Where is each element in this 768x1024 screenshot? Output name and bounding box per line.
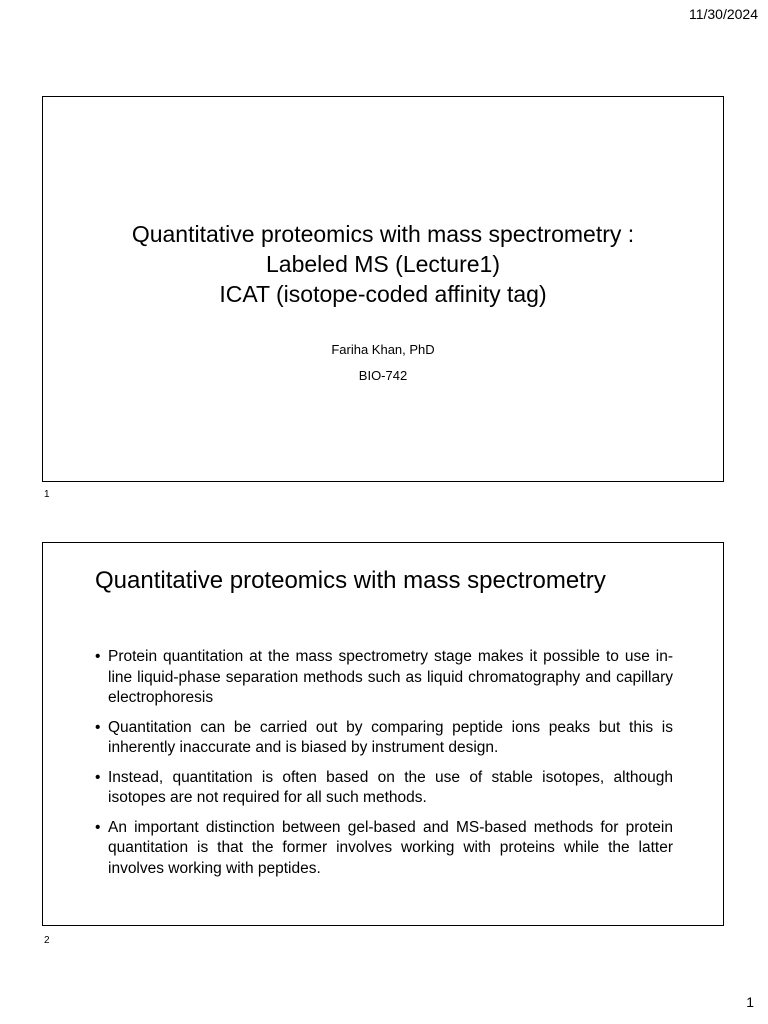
slide-2-number: 2 [44, 935, 50, 946]
slide-1-title-line-3: ICAT (isotope-coded affinity tag) [219, 281, 547, 307]
bullet-dot-icon: • [95, 768, 101, 786]
list-item [95, 647, 673, 709]
slide-1-title-line-2: Labeled MS (Lecture1) [266, 251, 500, 277]
slide-1-course: BIO-742 [358, 368, 408, 383]
bullet-dot-icon: • [95, 818, 101, 836]
slide-2 [42, 542, 724, 926]
slide-1-author-block [43, 337, 723, 389]
header-date: 11/30/2024 [688, 6, 758, 22]
bullet-text: Protein quantitation at the mass spectrometry stage makes it possible to use in-line liquid-phase separation methods such as liquid chromatography and capillary electrophoresis [108, 648, 673, 706]
slide-1-author: Fariha Khan, PhD [331, 342, 435, 357]
list-item [95, 818, 673, 880]
slide-1 [42, 96, 724, 482]
slide-2-title: Quantitative proteomics with mass spectrometry [95, 567, 606, 594]
list-item [95, 768, 673, 809]
page-number: 1 [746, 994, 754, 1010]
slide-1-number: 1 [44, 489, 50, 500]
bullet-text: Quantitation can be carried out by comparing peptide ions peaks but this is inherently inaccurate and is biased by instrument design. [108, 718, 673, 756]
slide-1-title-line-1: Quantitative proteomics with mass spectrometry : [131, 221, 635, 247]
slide-1-title [43, 219, 723, 309]
bullet-text: An important distinction between gel-based and MS-based methods for protein quantitation is that the former involves working with proteins while the latter involves working with peptides. [108, 818, 673, 877]
bullet-text: Instead, quantitation is often based on the use of stable isotopes, although isotopes are not required for all such methods. [108, 768, 673, 806]
slide-2-bullet-list [95, 647, 673, 888]
list-item [95, 718, 673, 759]
bullet-dot-icon: • [95, 718, 101, 736]
bullet-dot-icon: • [95, 648, 101, 665]
